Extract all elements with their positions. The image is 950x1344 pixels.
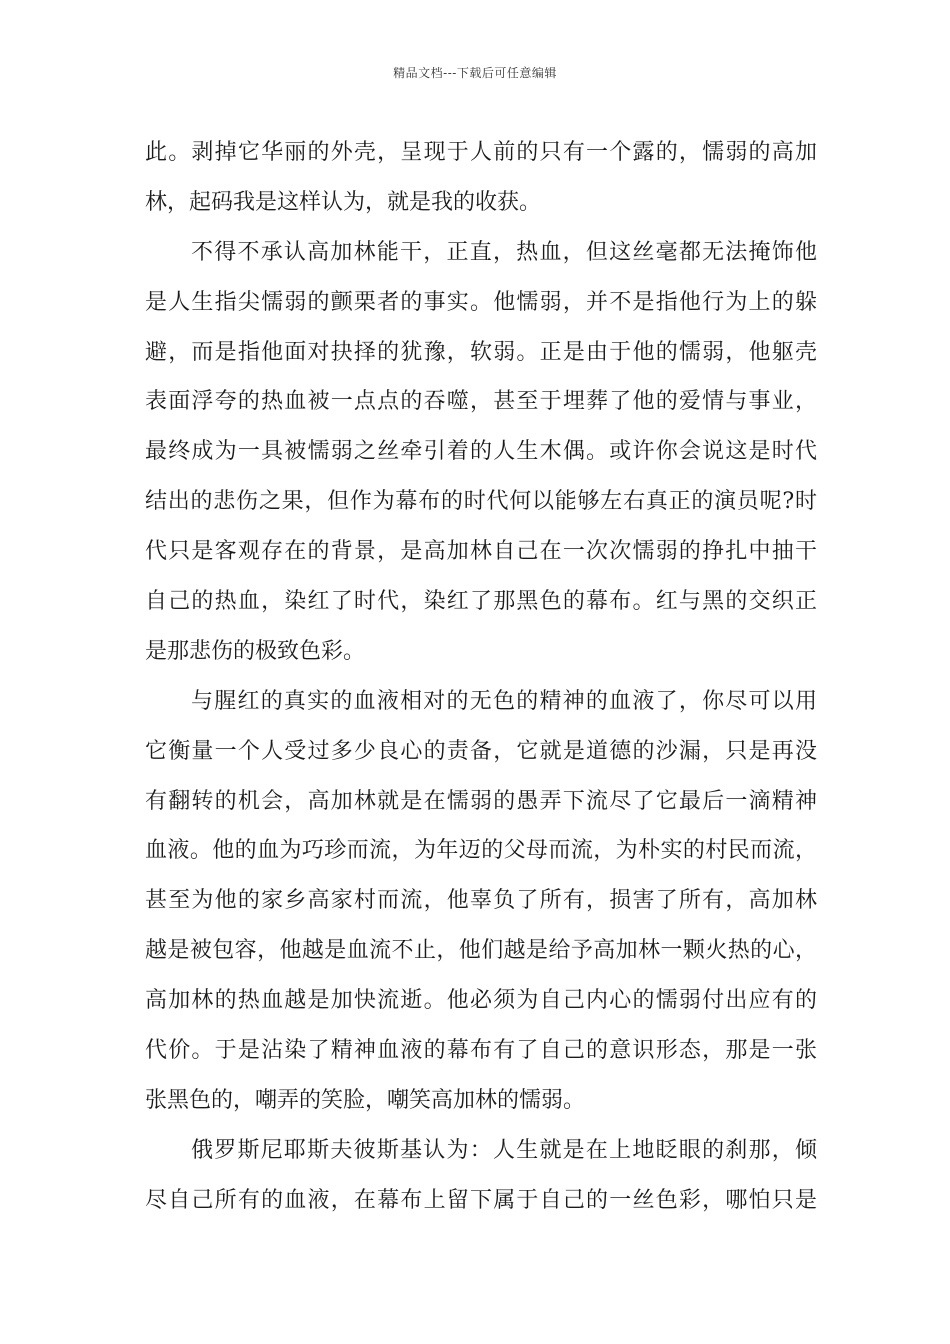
text-line: 高加林的热血越是加快流逝。他必须为自己内心的懦弱付出应有的	[145, 988, 817, 1014]
text-line: 有翻转的机会，高加林就是在懦弱的愚弄下流尽了它最后一滴精神	[145, 788, 817, 814]
text-line: 是那悲伤的极致色彩。	[145, 638, 366, 664]
text-line: 尽自己所有的血液，在幕布上留下属于自己的一丝色彩，哪怕只是	[145, 1187, 817, 1213]
text-line: 是人生指尖懦弱的颤栗者的事实。他懦弱，并不是指他行为上的躲	[145, 289, 817, 315]
text-line: 张黑色的，嘲弄的笑脸，嘲笑高加林的懦弱。	[145, 1087, 586, 1113]
page-header: 精品文档---下载后可任意编辑	[393, 66, 557, 80]
text-line: 代价。于是沾染了精神血液的幕布有了自己的意识形态，那是一张	[145, 1038, 817, 1064]
paragraph	[145, 228, 817, 677]
text-line: 自己的热血，染红了时代，染红了那黑色的幕布。红与黑的交织正	[145, 589, 817, 615]
text-line: 林，起码我是这样认为，就是我的收获。	[145, 189, 542, 215]
text-line: 甚至为他的家乡高家村而流，他辜负了所有，损害了所有，高加林	[145, 888, 817, 914]
text-line: 不得不承认高加林能干，正直，热血，但这丝毫都无法掩饰他	[191, 239, 817, 265]
document-body	[145, 128, 817, 1226]
text-line: 俄罗斯尼耶斯夫彼斯基认为：人生就是在上地眨眼的刹那，倾	[191, 1137, 817, 1163]
text-line: 结出的悲伤之果，但作为幕布的时代何以能够左右真正的演员呢?时	[145, 489, 817, 515]
text-line: 它衡量一个人受过多少良心的责备，它就是道德的沙漏，只是再没	[145, 738, 817, 764]
text-line: 此。剥掉它华丽的外壳，呈现于人前的只有一个露的，懦弱的高加	[145, 140, 817, 165]
text-line: 表面浮夸的热血被一点点的吞噬，甚至于埋葬了他的爱情与事业，	[145, 389, 817, 415]
text-line: 血液。他的血为巧珍而流，为年迈的父母而流，为朴实的村民而流，	[145, 838, 817, 864]
paragraph	[145, 128, 817, 228]
paragraph	[145, 1126, 817, 1226]
text-line: 避，而是指他面对抉择的犹豫，软弱。正是由于他的懦弱，他躯壳	[145, 339, 817, 365]
text-line: 代只是客观存在的背景，是高加林自己在一次次懦弱的挣扎中抽干	[145, 539, 817, 565]
paragraph	[145, 677, 817, 1126]
text-line: 与腥红的真实的血液相对的无色的精神的血液了，你尽可以用	[191, 688, 817, 714]
text-line: 最终成为一具被懦弱之丝牵引着的人生木偶。或许你会说这是时代	[145, 439, 817, 465]
text-line: 越是被包容，他越是血流不止，他们越是给予高加林一颗火热的心，	[145, 938, 817, 964]
